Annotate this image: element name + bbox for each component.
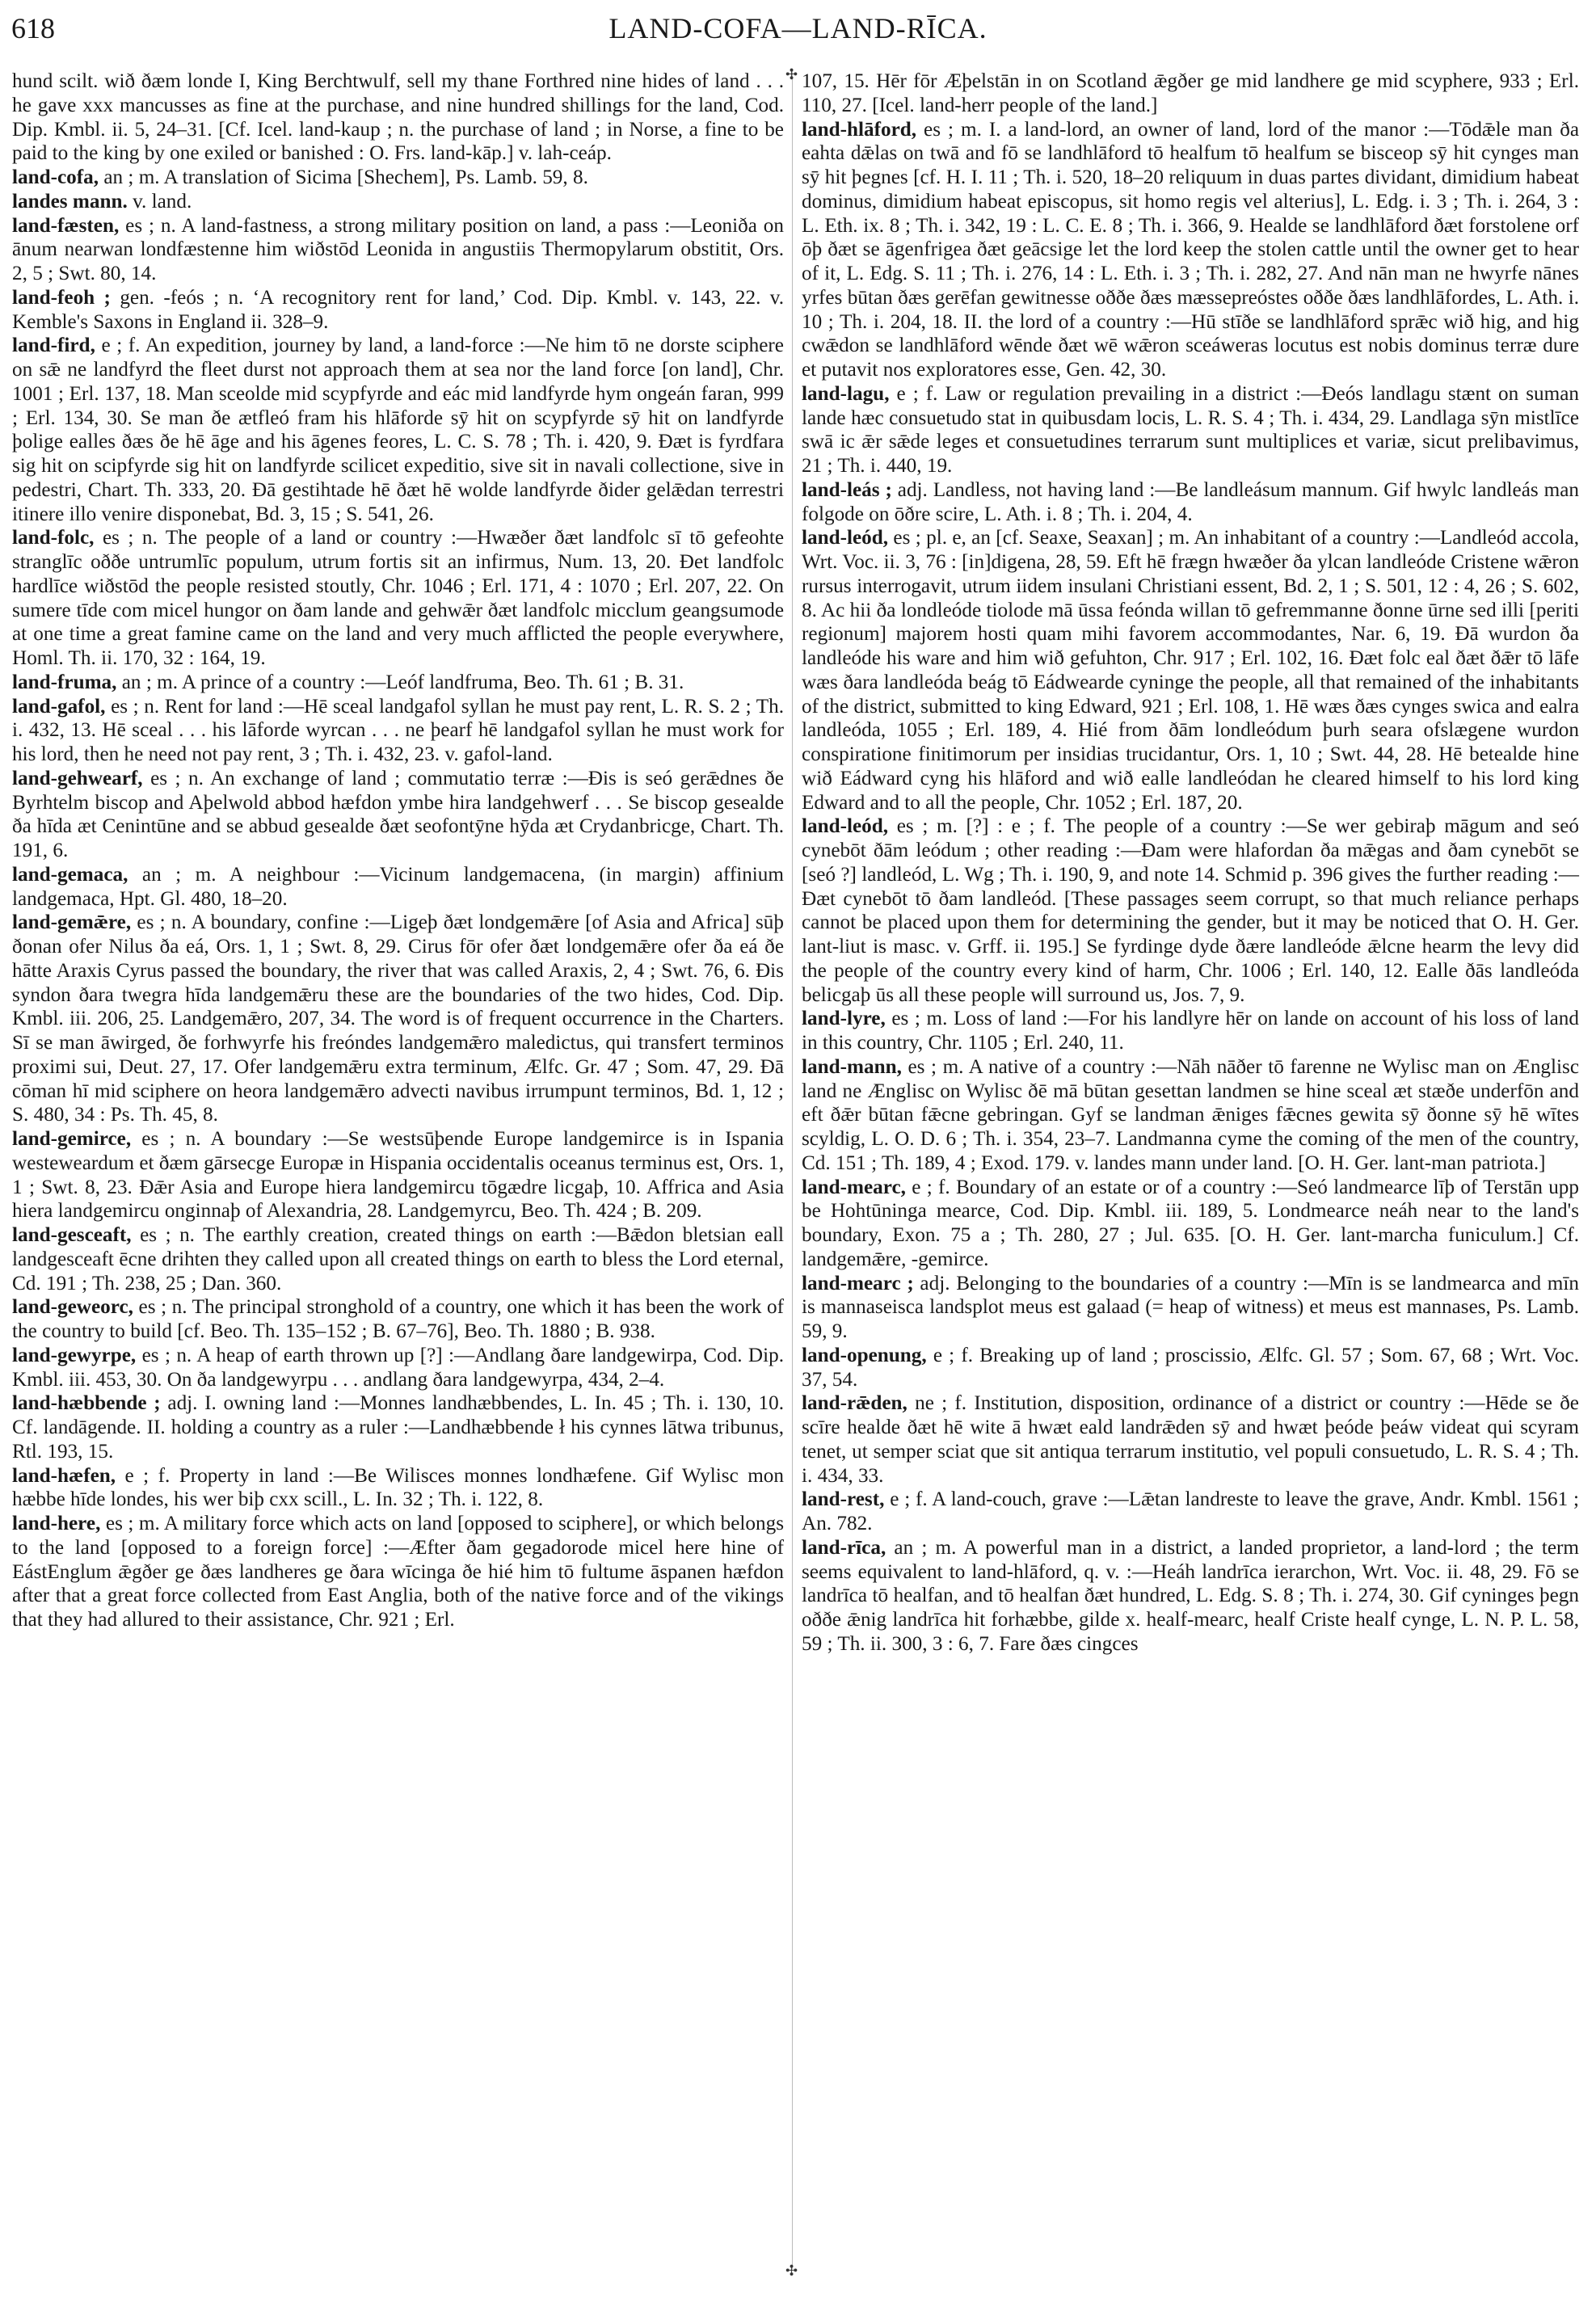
dictionary-entry [802,118,1579,382]
entry-headword: landes mann. [12,190,128,213]
entry-definition: v. land. [127,190,192,213]
entry-definition: es ; n. Rent for land :—Hē sceal landgafol syllan he must pay rent, L. R. S. 2 ; Th. i. 432, 13. Hē sceal . . . his lāforde wyrcan . . . ne þearf hē landgafol syllan he must work for his lord, then he need not pay rent, 3 ; Th. i. 432, 23. v. gafol-land. [12,695,784,765]
dictionary-entry [12,767,784,863]
dictionary-entry [802,815,1579,1007]
entry-headword: land-mearc ; [802,1272,914,1294]
entry-headword: land-gemaca, [12,863,128,886]
dictionary-entry [802,478,1579,527]
entry-definition: e ; f. Breaking up of land ; proscissio, Ælfc. Gl. 57 ; Som. 67, 68 ; Wrt. Voc. 37, 54. [802,1344,1579,1391]
entry-headword: land-rǣden, [802,1392,907,1415]
entry-definition: gen. -feós ; n. ‘A recognitory rent for land,’ Cod. Dip. Kmbl. v. 143, 22. v. Kemble's Saxons in England ii. 328–9. [12,286,784,333]
entry-definition: e ; f. An expedition, journey by land, a land-force :—Ne him tō ne dorste sciphere on sǣ ne landfyrd the fleet durst not approach them at sea nor the land force [on land], Chr. 1001 ; Erl. 137, 18. Man sceolde mid scypfyrde and eác mid landfyrde hym ongeán faran, 999 ; Erl. 134, 30. Se man ðe ætfleó fram his hlāforde sȳ hit on scypfyrde sȳ hit on landfyrde þolige ealles ðæs ðe hē āge and his āgenes feores, L. C. S. 78 ; Th. i. 420, 9. Ðæt is fyrdfara sig hit on scipfyrde sig hit on landfyrde scilicet expeditio, sive sit in navali collectione, sive in pedestri, Chart. Th. 333, 20. Ðā gestihtade hē ðæt hē wolde landfyrde ðider gelǣdan terrestri itinere illo venire disponebat, Bd. 3, 15 ; S. 541, 26. [12,335,784,525]
page-number: 618 [11,12,55,44]
dictionary-entry [12,911,784,1127]
dictionary-entry [12,214,784,286]
dictionary-entry [12,334,784,526]
entry-definition: hund scilt. wið ðæm londe I, King Berchtwulf, sell my thane Forthred nine hides of land . . . he gave xxx mancusses as fine at the purchase, and nine hundred shillings for the land, Cod. Dip. Kmbl. ii. 5, 24–31. [Cf. Icel. land-kaup ; n. the purchase of land ; in Norse, a fine to be paid to the king by one exiled or banished : O. Frs. land-kāp.] v. lah-ceáp. [12,70,784,165]
entry-headword: land-hæfen, [12,1464,116,1487]
entry-definition: an ; m. A translation of Sicima [Shechem], Ps. Lamb. 59, 8. [99,166,588,188]
entry-definition: adj. I. owning land :—Monnes landhæbbendes, L. In. 45 ; Th. i. 130, 10. Cf. landāgende. II. holding a country as a ruler :—Landhæbbende ł his cynnes lātwa tribunus, Rtl. 193, 15. [12,1392,784,1463]
entry-definition: ne ; f. Institution, disposition, ordinance of a district or country :—Hēde se ðe scīre healde ðæt hē wite ā hwæt eald landrǣden sȳ and hwæt þeóde þeáw videat qui scyram tenet, ut semper sciat que sit antiqua terrarum institutio, vel populi consuetudo, L. R. S. 4 ; Th. i. 434, 33. [802,1392,1579,1487]
entry-definition: e ; f. A land-couch, grave :—Lǣtan landreste to leave the grave, Andr. Kmbl. 1561 ; An. 782. [802,1488,1579,1534]
entry-definition: es ; n. The people of a land or country :—Hwæðer ðæt landfolc sī tō gefeohte stranglīc oððe untrumlīc populum, utrum fortis sit an infirmus, Num. 13, 20. Ðet landfolc hardlīce wiðstōd the people resisted stoutly, Chr. 1046 ; Erl. 171, 4 : 1070 ; Erl. 207, 22. On sumere tīde com micel hungor on ðam lande and gehwǣr ðæt landfolc micclum geangsumode at one time a great famine came on the land and very much afflicted the people everywhere, Homl. Th. ii. 170, 32 : 164, 19. [12,527,784,669]
divider-ornament-icon: ✣ [785,2263,798,2279]
entry-headword: land-fruma, [12,671,117,693]
entry-headword: land-gemirce, [12,1128,132,1150]
entry-definition: es ; m. A native of a country :—Nāh nāðer tō farenne ne Wylisc man on Ænglisc land ne Ænglisc on Wylisc ðē mā būtan gesettan landmen se hine sceal æt stæðe underfōn and eft ðǣr būtan fǣcne gebringan. Gyf se landman ǣniges fǣcnes gewita sȳ ðonne sȳ hē wītes scyldig, L. O. D. 6 ; Th. i. 354, 23–7. Landmanna cyme the coming of the men of the country, Cd. 151 ; Th. 189, 4 ; Exod. 179. v. landes mann under land. [O. H. Ger. lant-man patriota.] [802,1055,1579,1174]
entry-headword: land-fird, [12,335,95,357]
dictionary-entry [802,1007,1579,1055]
entry-headword: land-cofa, [12,166,99,188]
entry-definition: es ; n. A land-fastness, a strong military position on land, a pass :—Leoniða on ānum nearwan londfæstenne him wiðstōd Leonida in angustiis Thermopylarum obstitit, Ors. 2, 5 ; Swt. 80, 14. [12,214,784,284]
left-column [12,69,784,1632]
entry-headword: land-gesceaft, [12,1224,132,1246]
dictionary-entry [12,1295,784,1344]
entry-definition: an ; m. A powerful man in a district, a landed proprietor, a land-lord ; the term seems equivalent to land-hlāford, q. v. :—Heáh landrīca ierarchon, Wrt. Voc. ii. 48, 29. Fō se landrīca tō healfan, and tō healfan ðæt hundred, L. Edg. S. 8 ; Th. i. 274, 30. Gif cyninges þegn oððe ǣnig landrīca hit forhæbbe, gilde x. healf-mearc, healf Criste healf cynge, L. N. P. L. 58, 59 ; Th. ii. 300, 3 : 6, 7. Fare ðæs cingces [802,1536,1579,1655]
dictionary-entry [12,1391,784,1463]
right-column [802,69,1579,1656]
dictionary-entry [12,1344,784,1392]
entry-definition: es ; n. A boundary, confine :—Ligeþ ðæt londgemǣre [of Asia and Africa] sūþ ðonan ofer Nilus ða eá, Ors. 1, 1 ; Swt. 8, 29. Cirus fōr ofer ðæt londgemǣre ofer ða eá ðe hātte Araxis Cyrus passed the boundary, the river that was called Araxis, 2, 4 ; Swt. 76, 6. Ðis syndon ðara twegra hīda landgemǣru these are the boundaries of the two hides, Cod. Dip. Kmbl. iii. 206, 25. Landgemǣro, 207, 34. The word is of frequent occurrence in the Charters. Sī se man āwirged, ðe forhwyrfe his freóndes landgemǣro maledictus, qui transfert terminos proximi sui, Deut. 27, 17. Ofer landgemǣru extra terminum, Ælfc. Gr. 47 ; Som. 47, 29. Ðā cōman hī mid sciphere on heora landgemǣro advecti navibus irrumpunt terminos, Bd. 1, 12 ; S. 480, 34 : Ps. Th. 45, 8. [12,911,784,1126]
dictionary-entry [802,1536,1579,1656]
dictionary-entry [802,1344,1579,1392]
entry-definition: adj. Landless, not having land :—Be landleásum mannum. Gif hwylc landleás man folgode on ōðre scire, L. Ath. i. 8 ; Th. i. 204, 4. [802,478,1579,525]
entry-headword: land-gewyrpe, [12,1344,137,1366]
dictionary-entry [12,671,784,695]
dictionary-entry [12,166,784,190]
entry-headword: land-feoh ; [12,286,111,309]
entry-headword: land-leás ; [802,478,892,501]
entry-headword: land-rest, [802,1488,885,1511]
dictionary-entry [802,1055,1579,1176]
entry-continuation [12,69,784,166]
dictionary-entry [12,695,784,767]
entry-headword: land-folc, [12,527,95,549]
entry-headword: land-mearc, [802,1176,906,1198]
entry-definition: e ; f. Law or regulation prevailing in a district :—Ðeós landlagu stænt on suman lande hæc consuetudo stat in quibusdam locis, L. R. S. 4 ; Th. i. 434, 29. Landlaga sȳn mistlīce swā ic ǣr sǣde leges et consuetudines terrarum sunt multiplices et variæ, sicut prelibavimus, 21 ; Th. i. 440, 19. [802,382,1579,477]
entry-definition: adj. Belonging to the boundaries of a country :—Mīn is se landmearca and mīn is mannaseisca landsplot meus est galaad (= heap of witness) et meus est mannases, Ps. Lamb. 59, 9. [802,1272,1579,1342]
dictionary-entry [12,526,784,671]
dictionary-entry [12,190,784,214]
entry-headword: land-fæsten, [12,214,120,237]
entry-definition: es ; n. A heap of earth thrown up [?] :—Andlang ðare landgewirpa, Cod. Dip. Kmbl. iii. 453, 30. On ða landgewyrpu . . . andlang ðara landgewyrpa, 434, 2–4. [12,1344,784,1391]
dictionary-entry [802,382,1579,478]
entry-definition: es ; n. The principal stronghold of a country, one which it has been the work of the country to build [cf. Beo. Th. 135–152 ; B. 67–76], Beo. Th. 1880 ; B. 938. [12,1296,784,1342]
dictionary-entry [802,526,1579,815]
dictionary-entry [802,1391,1579,1488]
dictionary-entry [12,1223,784,1295]
divider-ornament-icon: ✣ [785,66,798,82]
entry-headword: land-lagu, [802,382,890,405]
entry-definition: e ; f. Property in land :—Be Wilisces monnes londhæfene. Gif Wylisc mon hæbbe hīde londes, his wer biþ cxx scill., L. In. 32 ; Th. i. 122, 8. [12,1464,784,1511]
entry-headword: land-mann, [802,1055,902,1078]
entry-headword: land-gehwearf, [12,767,143,789]
entry-definition: an ; m. A prince of a country :—Leóf landfruma, Beo. Th. 61 ; B. 31. [116,671,684,693]
entry-headword: land-gafol, [12,695,106,718]
entry-definition: es ; m. Loss of land :—For his landlyre hēr on lande on account of his loss of land in this country, Chr. 1105 ; Erl. 240, 11. [802,1008,1579,1054]
entry-headword: land-hæbbende ; [12,1392,161,1415]
dictionary-entry [12,286,784,335]
entry-headword: land-rīca, [802,1536,886,1559]
entry-definition: es ; m. I. a land-lord, an owner of land, lord of the manor :—Tōdǣle man ða eahta dǣlas on twā and fō se landhlāford tō healfum tō healfum se bisceop sȳ hit cynges man sȳ hit þegnes [cf. H. I. 11 ; Th. i. 520, 18–20 reliquum in duas partes dividant, dimidium habeat dominus, dimidium habeat episcopus, sit homo regis vel alterius], L. Edg. i. 3 ; Th. i. 264, 3 : L. Eth. ix. 8 ; Th. i. 342, 19 : L. C. E. 8 ; Th. i. 366, 9. Healde se landhlāford ðæt forstolene orf ōþ ðæt se āgenfrigea ðæt geācsige let the lord keep the stolen cattle until the owner get to hear of it, L. Edg. S. 11 ; Th. i. 276, 14 : L. Eth. i. 3 ; Th. i. 282, 27. And nān man ne hwyrfe nānes yrfes būtan ðæs gerēfan gewitnesse oððe ðæs mæssepreóstes oððe ðæs landhlāfordes, L. Ath. i. 10 ; Th. i. 204, 18. II. the lord of a country :—Hū stīðe se landhlāford sprǣc wið hig, and hig cwǣdon se landhlāford wēnde ðæt wē wǣron sceáweras locutus est nobis dominus terræ dure et putavit nos exploratores esse, Gen. 42, 30. [802,118,1579,381]
page-header [0,11,1596,52]
entry-headword: land-gemǣre, [12,911,132,934]
entry-continuation [802,69,1579,118]
entry-headword: land-hlāford, [802,118,917,141]
entry-headword: land-leód, [802,815,889,838]
column-divider [792,71,793,2269]
running-title: LAND-COFA—LAND-RĪCA. [609,12,987,44]
dictionary-entry [802,1488,1579,1536]
entry-headword: land-leód, [802,527,889,549]
entry-definition: es ; m. A military force which acts on land [opposed to sciphere], or which belongs to the land [opposed to a foreign force] :—Æfter ðam gegadorode micel here hine of EástEnglum ǣgðer ge ðæs landheres ge ðara wīcinga ðe hié him tō fultume āspanen hæfdon after that a great force collected from East Anglia, both of the native force and of the vikings that they had allured to their assistance, Chr. 921 ; Erl. [12,1513,784,1631]
dictionary-entry [802,1176,1579,1272]
dictionary-entry [802,1272,1579,1344]
entry-definition: an ; m. A neighbour :—Vicinum landgemacena, (in margin) affinium landgemaca, Hpt. Gl. 480, 18–20. [12,863,784,910]
entry-headword: land-openung, [802,1344,927,1366]
dictionary-entry [12,1512,784,1632]
entry-definition: es ; n. A boundary :—Se westsūþende Europe landgemirce is in Ispania westeweardum et ðæm gārsecge Europæ in Hispania occidentalis oceanus terminus est, Ors. 1, 1 ; Swt. 8, 23. Ðǣr Asia and Europe hiera landgemircu tōgædre licgaþ, 10. Affrica and Asia hiera landgemircu onginnaþ of Alexandria, 28. Landgemyrcu, Beo. Th. 424 ; B. 209. [12,1128,784,1223]
entry-headword: land-here, [12,1513,101,1534]
entry-definition: es ; m. [?] : e ; f. The people of a country :—Se wer gebiraþ māgum and seó cynebōt ðām leódum ; other reading :—Ðam were hlafordan ða mǣgas and ðam cynebōt se [seó ?] landleód, L. Wg ; Th. i. 190, 9, and note 14. Schmid p. 396 gives the further reading :—Ðæt cynebōt tō ðam landleód. [These passages seem corrupt, so that much reliance perhaps cannot be placed upon them for determining the gender, but it may be noticed that O. H. Ger. lant-liut is masc. v. Grff. ii. 195.] Se fyrdinge dyde ðære landleóde ǣlcne hearm the levy did the people of the country every kind of harm, Chr. 1006 ; Erl. 140, 12. Ealle ðās landleóda belicgaþ ūs all these people will surround us, Jos. 7, 9. [802,815,1579,1006]
entry-definition: es ; pl. e, an [cf. Seaxe, Seaxan] ; m. An inhabitant of a country :—Landleód accola, Wrt. Voc. ii. 3, 76 : [in]digena, 28, 59. Eft hē frægn hwæðer ða ylcan landleóde Cristene wǣron rursus interrogavit, utrum iidem insulani Christiani essent, Bd. 2, 1 ; S. 501, 12 : 4, 26 ; S. 602, 8. Ac hii ða londleóde tiolode mā ūssa feónda willan tō gefremmanne ðonne ūrne sed illi [periti regionum] majorem hosti quam mihi favorem accommodantes, Nar. 6, 19. Ðā wurdon ða landleóde his ware and him wið gefuhton, Chr. 917 ; Erl. 102, 16. Ðæt folc eal ðæt ðǣr tō lāfe wæs ðara landleóda beág tō Eádwearde cyninge the people, all that remained of the inhabitants of the district, submitted to king Edward, 921 ; Erl. 108, 1. Hē wæs ðæs cynges swica and ealra landleóda, 1055 ; Erl. 189, 4. Hié from ðām londleódum þurh seara ofslægene wurdon conspiratione finitimorum per insidias trucidantur, Ors. 1, 10 ; Swt. 44, 28. Hē betealde hine wið Eádward cyng his hlāford and wið ealle landleódan he cleared himself to his lord king Edward and to all the people, Chr. 1052 ; Erl. 187, 20. [802,527,1579,814]
entry-headword: land-geweorc, [12,1296,133,1319]
dictionary-entry [12,1127,784,1223]
entry-definition: e ; f. Boundary of an estate or of a country :—Seó landmearce līþ of Terstān upp be Hohtūninga mearce, Cod. Dip. Kmbl. iii. 189, 5. Londmearce neáh near to the land's boundary, Exon. 75 a ; Th. 280, 27 ; Jul. 635. [O. H. Ger. lant-marcha funiculum.] Cf. landgemǣre, -gemirce. [802,1176,1579,1270]
dictionary-entry [12,1464,784,1513]
dictionary-entry [12,863,784,911]
entry-definition: es ; n. The earthly creation, created things on earth :—Bǣdon bletsian eall landgesceaft ēcne drihten they called upon all created things on earth to bless the Lord eternal, Cd. 191 ; Th. 238, 25 ; Dan. 360. [12,1224,784,1294]
entry-definition: 107, 15. Hēr fōr Æþelstān in on Scotland ǣgðer ge mid landhere ge mid scyphere, 933 ; Erl. 110, 27. [Icel. land-herr people of the land.] [802,70,1579,116]
entry-headword: land-lyre, [802,1008,886,1030]
entry-definition: es ; n. An exchange of land ; commutatio terræ :—Ðis is seó gerǣdnes ðe Byrhtelm biscop and Aþelwold abbod hæfdon ymbe hira landgehwerf . . . Se biscop gesealde ða hīda æt Cenintūne and se abbud gesealde ðæt seofontȳne hȳda æt Crydanbricge, Chart. Th. 191, 6. [12,767,784,861]
